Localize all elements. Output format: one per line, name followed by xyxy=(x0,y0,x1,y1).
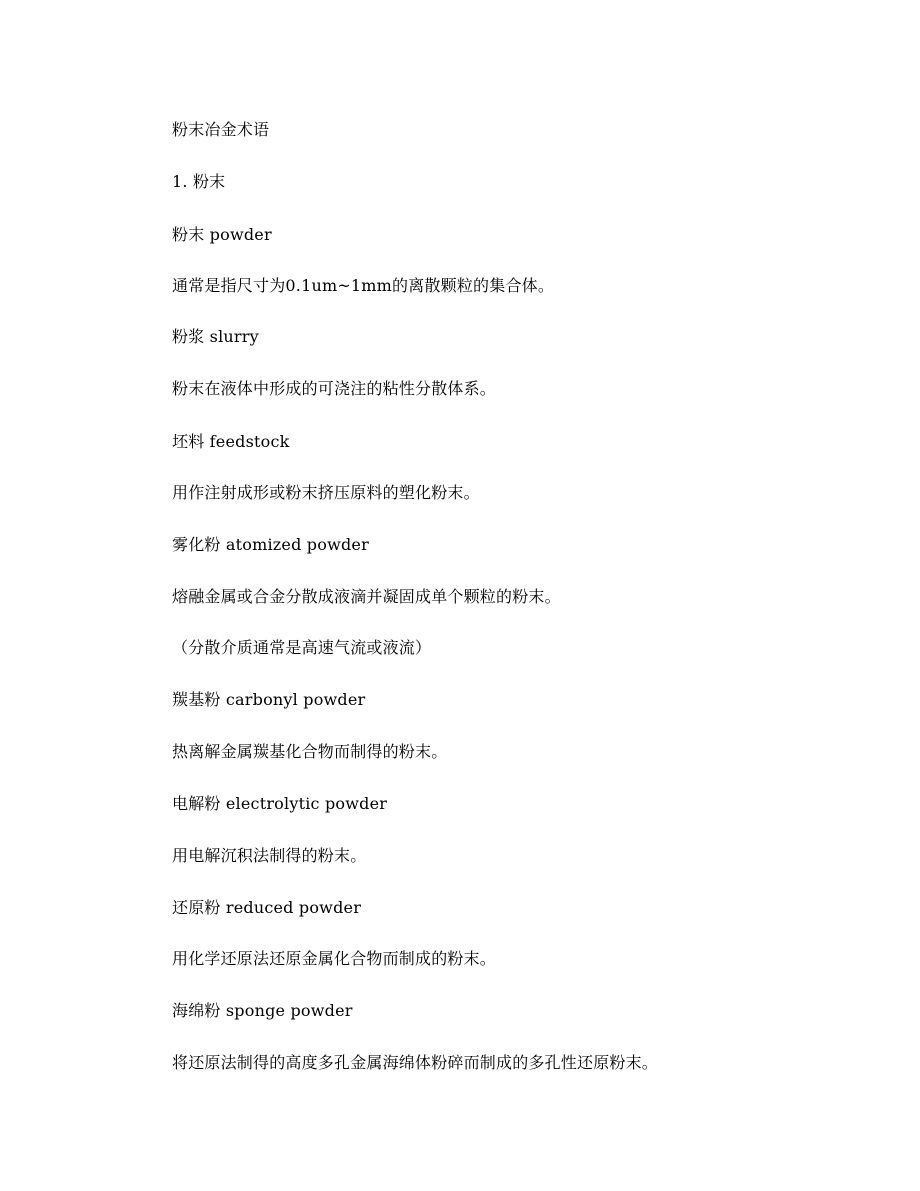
definition-atomized-powder: 熔融金属或合金分散成液滴并凝固成单个颗粒的粉末。 xyxy=(172,587,561,606)
definition-carbonyl-powder: 热离解金属羰基化合物而制得的粉末。 xyxy=(172,742,448,761)
term-atomized-powder: 雾化粉 atomized powder xyxy=(172,535,369,554)
term-electrolytic-powder: 电解粉 electrolytic powder xyxy=(172,794,388,813)
term-feedstock: 坯料 feedstock xyxy=(172,432,290,451)
document-title: 粉末冶金术语 xyxy=(172,120,270,139)
definition-sponge-powder: 将还原法制得的高度多孔金属海绵体粉碎而制成的多孔性还原粉末。 xyxy=(172,1053,659,1072)
note-atomized-powder: （分散介质通常是高速气流或液流） xyxy=(172,638,432,657)
definition-reduced-powder: 用化学还原法还原金属化合物而制成的粉末。 xyxy=(172,949,497,968)
term-reduced-powder: 还原粉 reduced powder xyxy=(172,898,362,917)
term-carbonyl-powder: 羰基粉 carbonyl powder xyxy=(172,690,366,709)
definition-slurry: 粉末在液体中形成的可浇注的粘性分散体系。 xyxy=(172,379,497,398)
definition-feedstock: 用作注射成形或粉末挤压原料的塑化粉末。 xyxy=(172,483,480,502)
term-slurry: 粉浆 slurry xyxy=(172,327,259,346)
term-powder: 粉末 powder xyxy=(172,225,272,244)
section-heading-powder: 1. 粉末 xyxy=(172,172,226,191)
definition-electrolytic-powder: 用电解沉积法制得的粉末。 xyxy=(172,846,367,865)
term-sponge-powder: 海绵粉 sponge powder xyxy=(172,1001,353,1020)
definition-powder: 通常是指尺寸为0.1um~1mm的离散颗粒的集合体。 xyxy=(172,276,555,295)
